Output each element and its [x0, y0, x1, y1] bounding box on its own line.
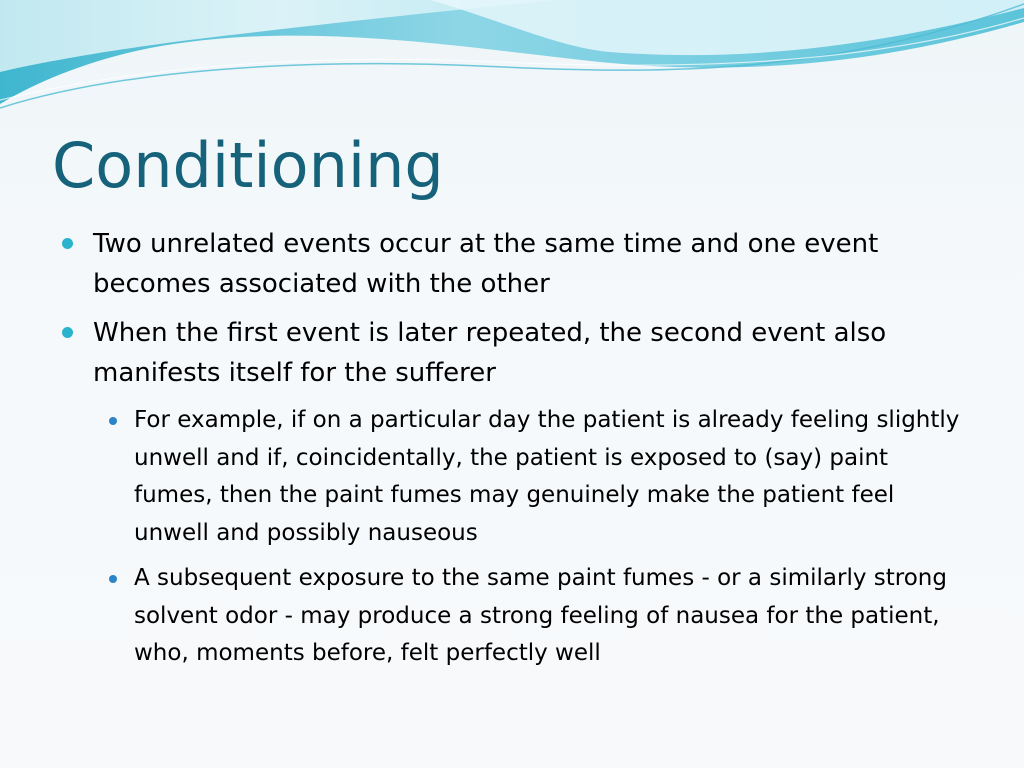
sub-bullet-item	[62, 402, 962, 552]
bullet-text: Two unrelated events occur at the same time and one event becomes associated with the other	[93, 229, 879, 299]
bullet-dot-icon	[62, 238, 73, 249]
sub-bullet-text: For example, if on a particular day the patient is already feeling slightly unwell and if, coincidentally, the patient is exposed to (say) paint fumes, then the paint fumes may genuinely make the patient feel unwell and possibly nauseous	[134, 407, 960, 546]
sub-bullet-text: A subsequent exposure to the same paint fumes - or a similarly strong solvent odor - may produce a strong feeling of nausea for the patient, who, moments before, felt perfectly well	[134, 565, 947, 666]
sub-bullet-dot-icon	[109, 417, 117, 425]
bullet-item	[62, 224, 962, 304]
bullet-text: When the first event is later repeated, the second event also manifests itself for the sufferer	[93, 318, 887, 388]
sub-bullet-list	[62, 402, 962, 673]
sub-bullet-group	[62, 402, 962, 673]
wave-header-decoration	[0, 0, 1024, 130]
bullet-dot-icon	[62, 327, 73, 338]
bullet-item	[62, 313, 962, 393]
sub-bullet-dot-icon	[109, 575, 117, 583]
slide-title: Conditioning	[52, 129, 444, 202]
bullet-list	[62, 224, 962, 681]
sub-bullet-item	[62, 560, 962, 673]
